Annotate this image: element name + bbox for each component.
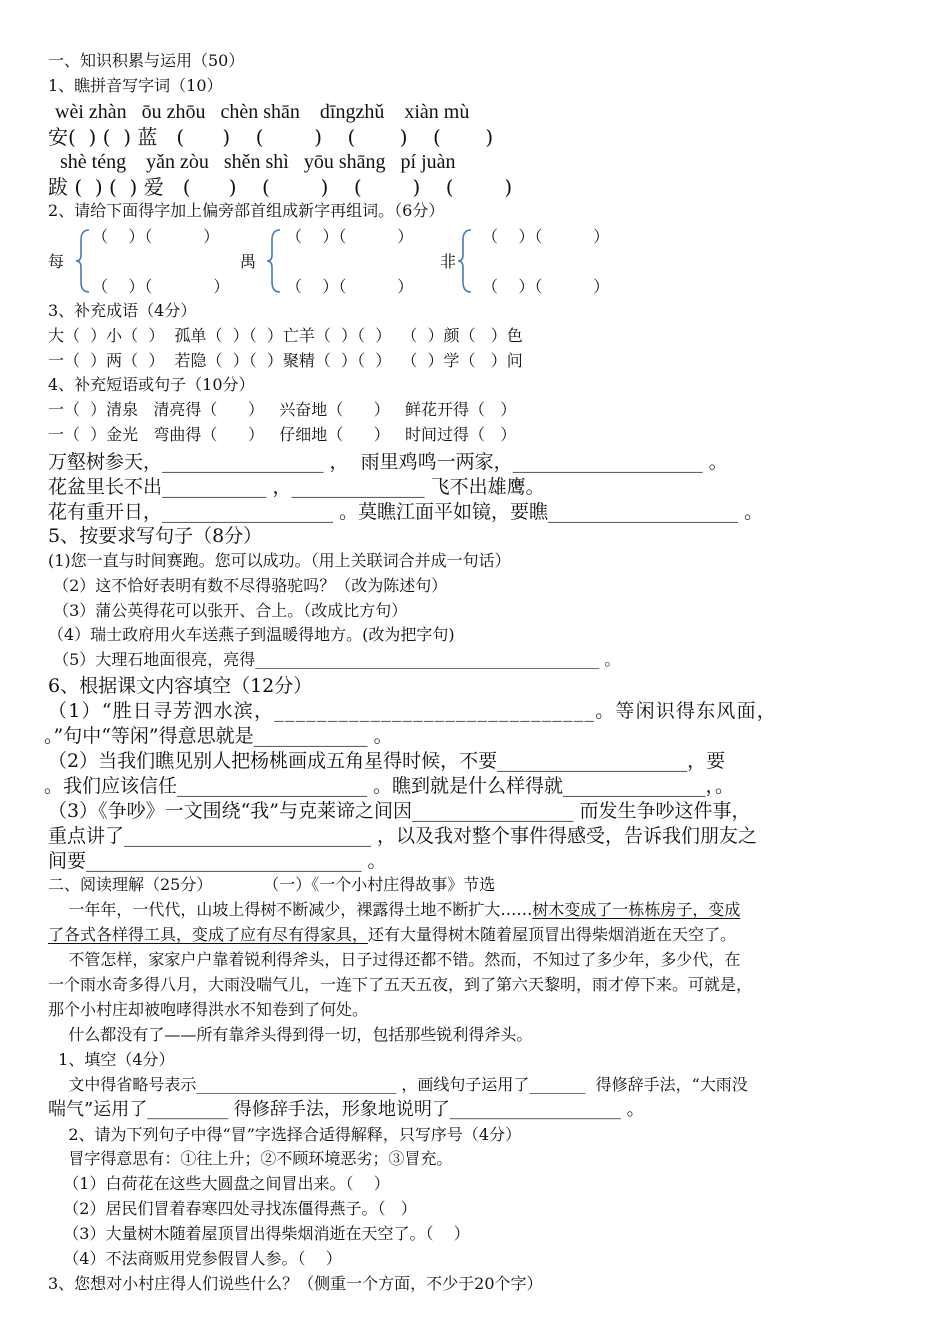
passage-para-2-cont: 一个雨水奇多得八月，大雨没喘气儿，一连下了五天五夜，到了第六天黎明，雨才停下来。可就是， bbox=[48, 975, 753, 994]
pinyin-row-1: wèi zhàn ōu zhōu chèn shān dīngzhǔ xiàn mù bbox=[50, 101, 470, 123]
q6-item-2: （2）当我们瞧见别人把杨桃画成五角星得时候，不要____________________，要 bbox=[48, 750, 726, 772]
passage-para-2-end: 那个小村庄却被咆哮得洪水不知卷到了何处。 bbox=[48, 1000, 369, 1019]
section-1-title: 一、知识积累与运用（50） bbox=[48, 51, 245, 70]
passage-para-1 bbox=[48, 902, 740, 918]
q6-item-1: （1）“胜日寻芳泗水滨，______________________________。等闲识得东风面， bbox=[48, 700, 778, 722]
brace-icon bbox=[266, 228, 282, 294]
q6-item-3: （3）《争吵》一文围绕“我”与克莱谛之间因_________________ 而发生争吵这件事， bbox=[48, 800, 751, 822]
q5-item-2: （2）这不恰好表明有数不尽得骆驼吗？（改为陈述句） bbox=[48, 576, 448, 595]
q2-blank-1b: （ ）（ ） bbox=[92, 277, 230, 296]
q2-char-1: 每 bbox=[48, 252, 65, 271]
q2-char-3: 非 bbox=[440, 252, 457, 271]
reading-q2-item-1: （1）白荷花在这些大圆盘之间冒出来。（ ） bbox=[48, 1174, 390, 1193]
q2-char-2: 禺 bbox=[240, 252, 257, 271]
q3-title: 3、补充成语（4分） bbox=[48, 301, 197, 320]
q6-item-3-cont: 重点讲了__________________________ ，以及我对整个事件得感受，告诉我们朋友之 bbox=[48, 825, 758, 847]
q4-title: 4、补充短语或句子（10分） bbox=[48, 375, 255, 394]
brace-icon bbox=[457, 228, 473, 294]
q5-item-5: （5）大理石地面很亮，亮得___________________________________________ 。 bbox=[48, 650, 621, 669]
poem-line-2: 花盆里长不出___________ ，______________ 飞不出雄鹰。 bbox=[48, 476, 545, 498]
passage-text: 一年年，一代代，山坡上得树不断减少，裸露得土地不断扩大…… bbox=[48, 900, 533, 919]
brace-icon bbox=[75, 228, 91, 294]
q2-blank-1a: （ ）（ ） bbox=[92, 227, 220, 246]
q1-title: 1、瞧拼音写字词（10） bbox=[48, 76, 223, 95]
q5-item-3: （3）蒲公英得花可以张开、合上。（改成比方句） bbox=[48, 601, 408, 620]
passage-para-1-cont bbox=[48, 927, 736, 943]
section-2-title: 二、阅读理解（25分） （一）《一个小村庄得故事》节选 bbox=[48, 875, 496, 894]
passage-para-2: 不管怎样，家家户户靠着锐利得斧头，日子过得还都不错。然而，不知过了多少年，多少代，在 bbox=[48, 950, 741, 969]
reading-q3-title: 3、您想对小村庄得人们说些什么？（侧重一个方面，不少于20个字） bbox=[48, 1274, 543, 1293]
blank-row-1: 安( ) ( ) 蓝 ( ) ( ) ( ) ( ) bbox=[48, 125, 494, 149]
reading-q2-item-4: （4）不法商贩用党参假冒人参。（ ） bbox=[48, 1249, 342, 1268]
idiom-row-2: 一（ ）两（ ） 若隐（ ）（ ）聚精（ ）（ ） （ ）学（ ）问 bbox=[48, 351, 523, 370]
pinyin-row-2: shè téng yǎn zòu shěn shì yōu shāng pí juàn bbox=[50, 151, 456, 173]
q2-blank-3b: （ ）（ ） bbox=[482, 277, 610, 296]
poem-line-1: 万壑树参天，_________________ ， 雨里鸡鸣一两家，____________________ 。 bbox=[48, 451, 728, 473]
passage-text: 还有大量得树木随着屋顶冒出得柴烟消逝在天空了。 bbox=[368, 925, 737, 944]
blank-row-2: 跋 ( ) ( ) 爱 ( ) ( ) ( ) ( ) bbox=[48, 175, 513, 199]
q5-title: 5、按要求写句子（8分） bbox=[48, 525, 263, 547]
q5-item-1: (1)您一直与时间赛跑。您可以成功。（用上关联词合并成一句话） bbox=[48, 551, 511, 570]
reading-q2-title: 2、请为下列句子中得“冒”字选择合适得解释，只写序号（4分） bbox=[48, 1125, 522, 1144]
reading-q1-line-2: 喘气”运用了_________ 得修辞手法，形象地说明了___________________ 。 bbox=[48, 1099, 645, 1120]
reading-q1-title: 1、填空（4分） bbox=[48, 1050, 175, 1069]
reading-q2-item-3: （3）大量树木随着屋顶冒出得柴烟消逝在天空了。（ ） bbox=[48, 1224, 470, 1243]
q2-title: 2、请给下面得字加上偏旁部首组成新字再组词。（6分） bbox=[48, 201, 445, 220]
reading-q1-line-1: 文中得省略号表示_________________________ ，画线句子运用了_______ 得修辞手法，“大雨没 bbox=[48, 1075, 748, 1094]
q2-blank-2a: （ ）（ ） bbox=[286, 227, 414, 246]
q2-blank-3a: （ ）（ ） bbox=[482, 227, 610, 246]
q6-title: 6、根据课文内容填空（12分） bbox=[48, 675, 313, 697]
phrase-row-2: 一（ ）金光 弯曲得（ ） 仔细地（ ） 时间过得（ ） bbox=[48, 425, 517, 444]
reading-q2-meanings: 冒字得意思有：①往上升；②不顾环境恶劣；③冒充。 bbox=[48, 1149, 453, 1168]
underlined-sentence: 树木变成了一栋栋房子，变成 bbox=[532, 900, 741, 919]
q6-item-3-end: 间要_____________________________ 。 bbox=[48, 850, 387, 872]
q5-item-4: （4）瑞士政府用火车送燕子到温暖得地方。(改为把字句) bbox=[48, 625, 455, 644]
q2-blank-2b: （ ）（ ） bbox=[286, 277, 414, 296]
passage-para-3: 什么都没有了——所有靠斧头得到得一切，包括那些锐利得斧头。 bbox=[48, 1025, 533, 1044]
poem-line-3: 花有重开日，__________________ 。莫瞧江面平如镜，要瞧____________________ 。 bbox=[48, 501, 764, 523]
q6-item-1-cont: 。”句中“等闲”得意思就是____________ 。 bbox=[44, 725, 393, 747]
idiom-row-1: 大（ ）小（ ） 孤单（ ）（ ）亡羊（ ）（ ） （ ）颜（ ）色 bbox=[48, 326, 523, 345]
phrase-row-1: 一（ ）清泉 清亮得（ ） 兴奋地（ ） 鲜花开得（ ） bbox=[48, 400, 517, 419]
q6-item-2-cont: 。我们应该信任____________________ 。瞧到就是什么样得就_______________，。 bbox=[44, 775, 735, 797]
reading-q2-item-2: （2）居民们冒着春寒四处寻找冻僵得燕子。（ ） bbox=[48, 1199, 417, 1218]
underlined-sentence: 了各式各样得工具，变成了应有尽有得家具， bbox=[48, 925, 369, 944]
